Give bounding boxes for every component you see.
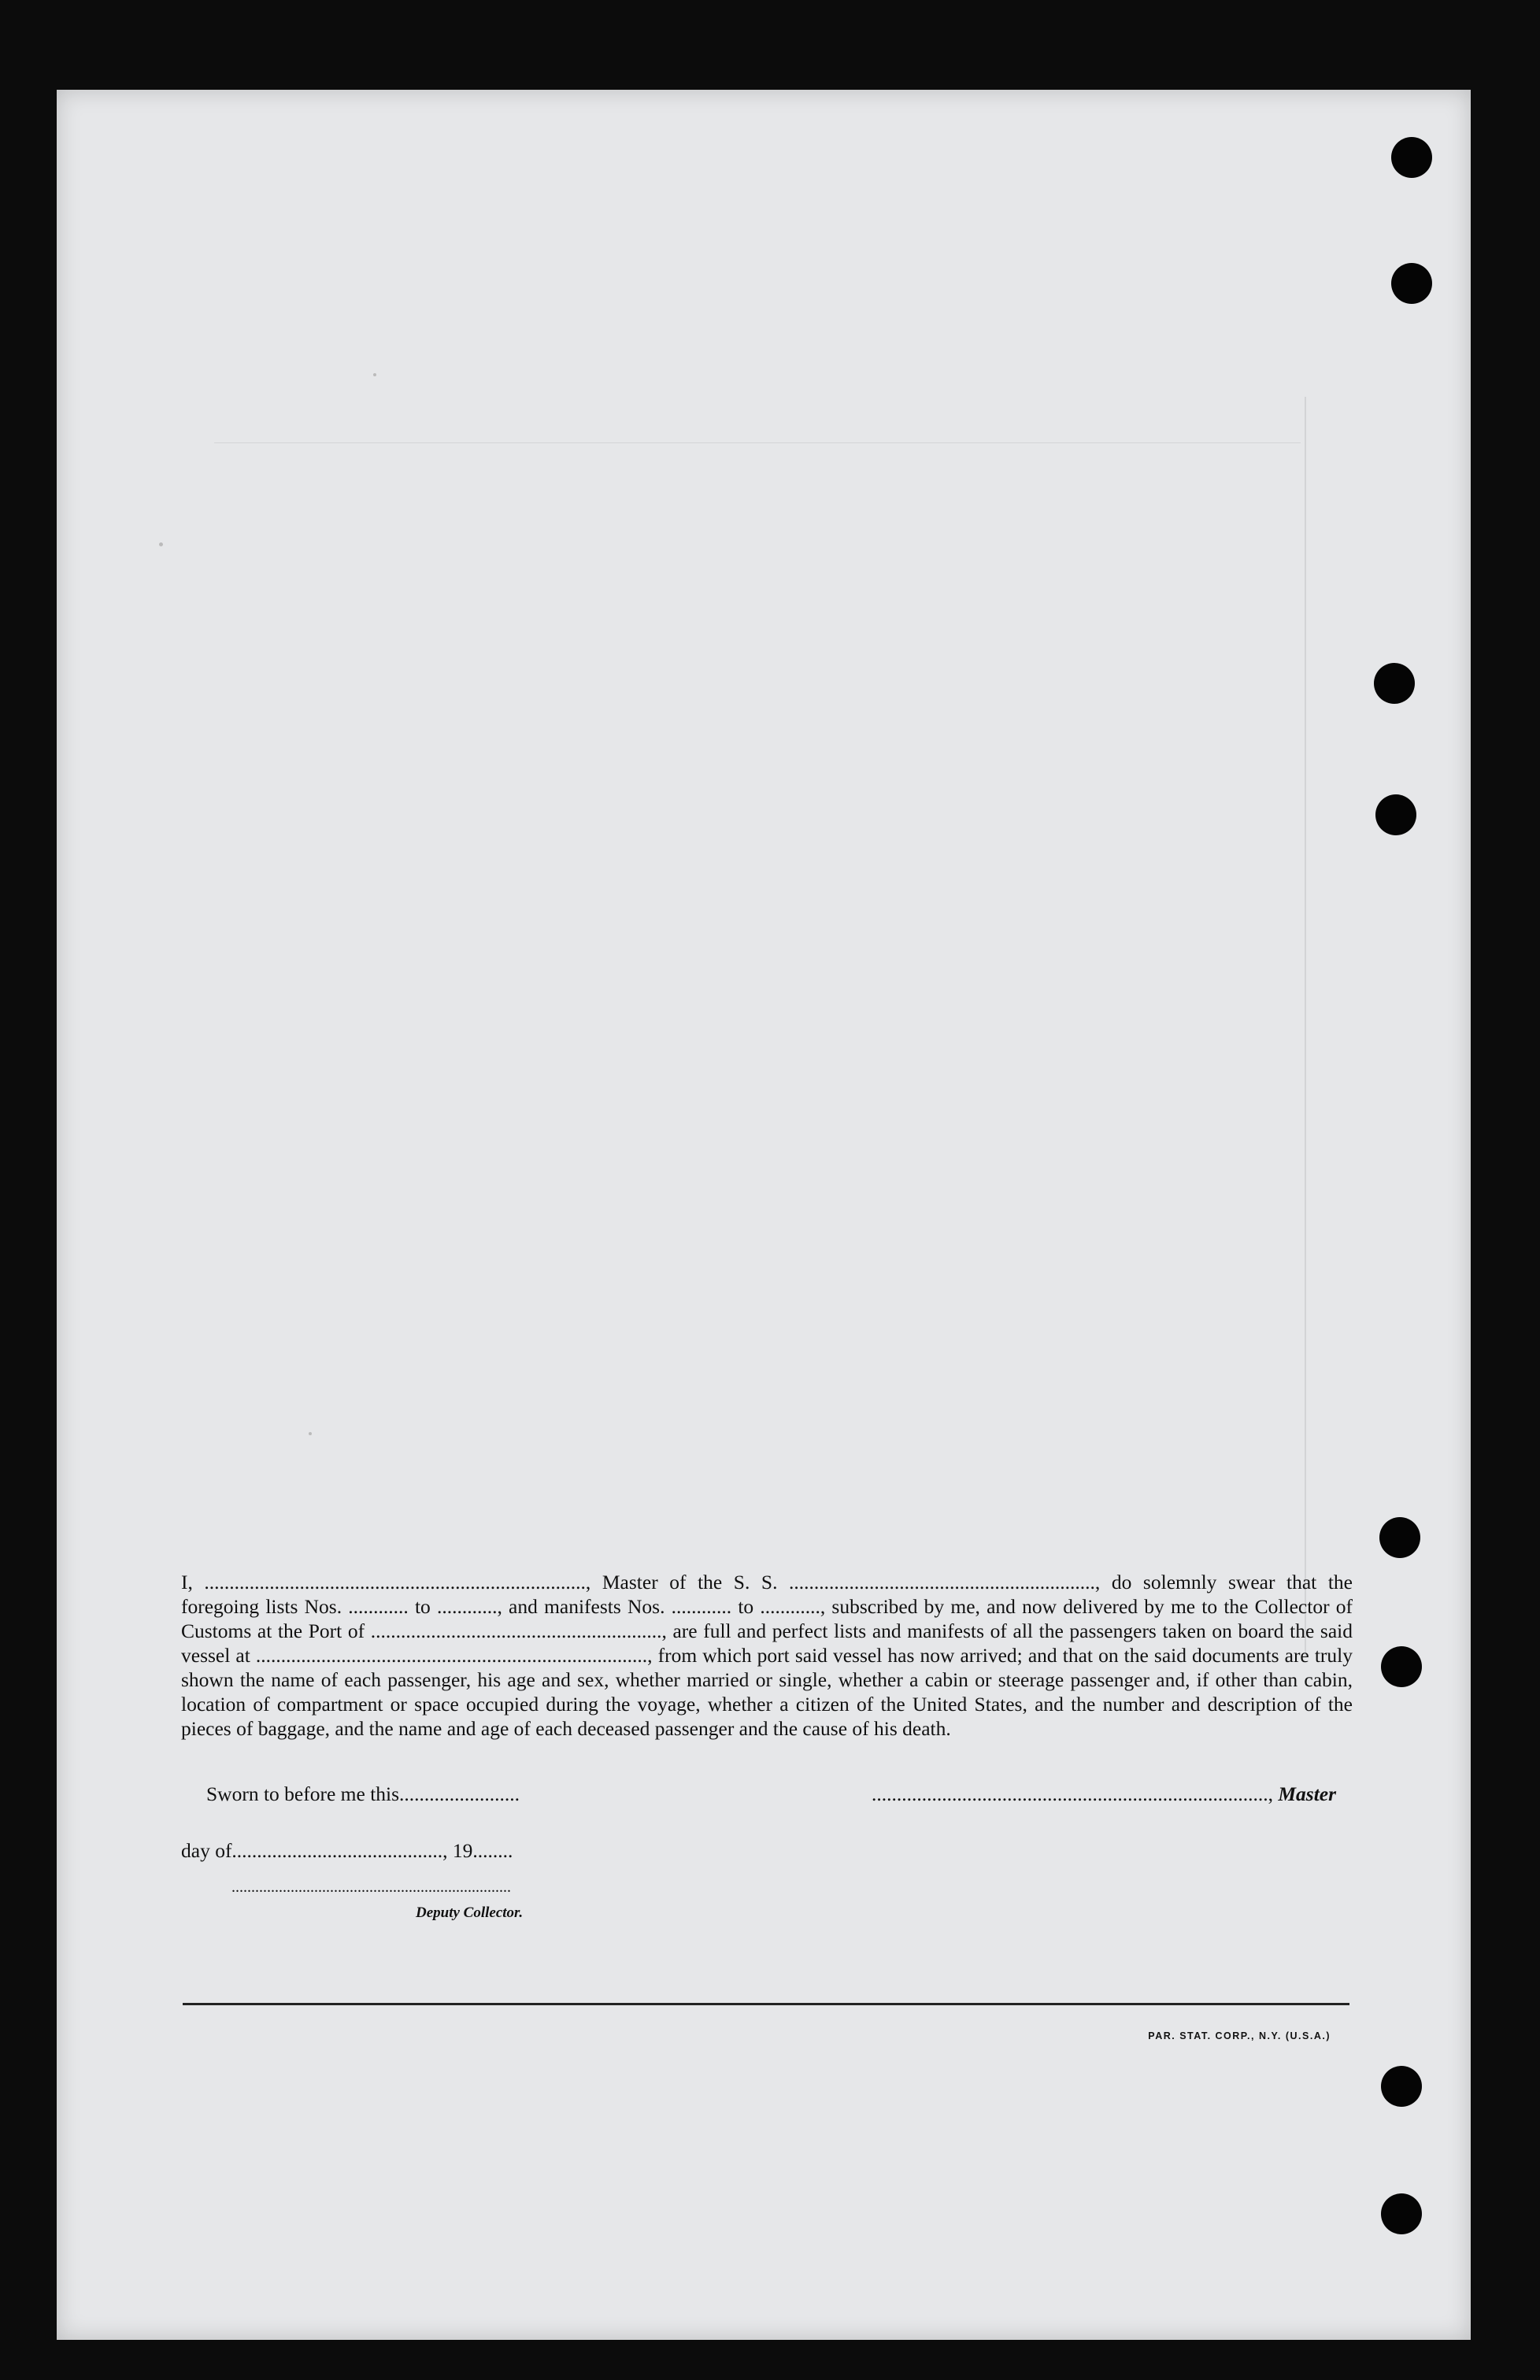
scan-speck — [159, 542, 163, 546]
bleed-through-rule — [1305, 397, 1306, 1656]
binder-hole — [1381, 2066, 1422, 2107]
scan-speck — [309, 1432, 312, 1435]
binder-hole — [1379, 1517, 1420, 1558]
binder-hole — [1374, 663, 1415, 704]
sworn-line: Sworn to before me this........................ — [206, 1782, 520, 1805]
binder-hole — [1375, 794, 1416, 835]
master-signature-dots: ..............................................................................., — [872, 1782, 1273, 1805]
masters-oath-paragraph — [181, 1570, 1353, 1741]
binder-hole — [1391, 137, 1432, 178]
scan-speck — [373, 373, 376, 376]
deputy-collector-label: Deputy Collector. — [416, 1904, 524, 1921]
master-signature-line — [872, 1782, 1336, 1806]
oath-text: I, ............................................................................, Master of the S. S. ............................................................., do solemnly swear that the foregoing lists Nos. ............ to ............, and manifests Nos. ............ to ............, subscribed by me, and now delivered by me to the Collector of Customs at the Port of .........................................................., are full and perfect lists and manifests of all the passengers taken on board the said vessel at .............................................................................., from which port said vessel has now arrived; and that on the said documents are truly shown the name of each passenger, his age and sex, whether married or single, whether a cabin or steerage passenger and, if other than cabin, location of compartment or space occupied during the voyage, whether a citizen of the United States, and the number and description of the pieces of baggage, and the name and age of each deceased passenger and the cause of his death. — [181, 1571, 1353, 1740]
binder-hole — [1381, 2193, 1422, 2234]
binder-hole — [1391, 263, 1432, 304]
deputy-signature-dots: ....................................................................... — [231, 1878, 511, 1896]
form-sheet — [57, 90, 1471, 2340]
binder-hole — [1381, 1646, 1422, 1687]
footer-rule — [183, 2003, 1349, 2005]
bleed-through-rule — [214, 442, 1301, 443]
day-of-line: day of.........................................., 19........ — [181, 1839, 513, 1862]
printer-imprint: PAR. STAT. CORP., N.Y. (U.S.A.) — [1148, 2030, 1331, 2041]
master-label: Master — [1278, 1782, 1337, 1805]
